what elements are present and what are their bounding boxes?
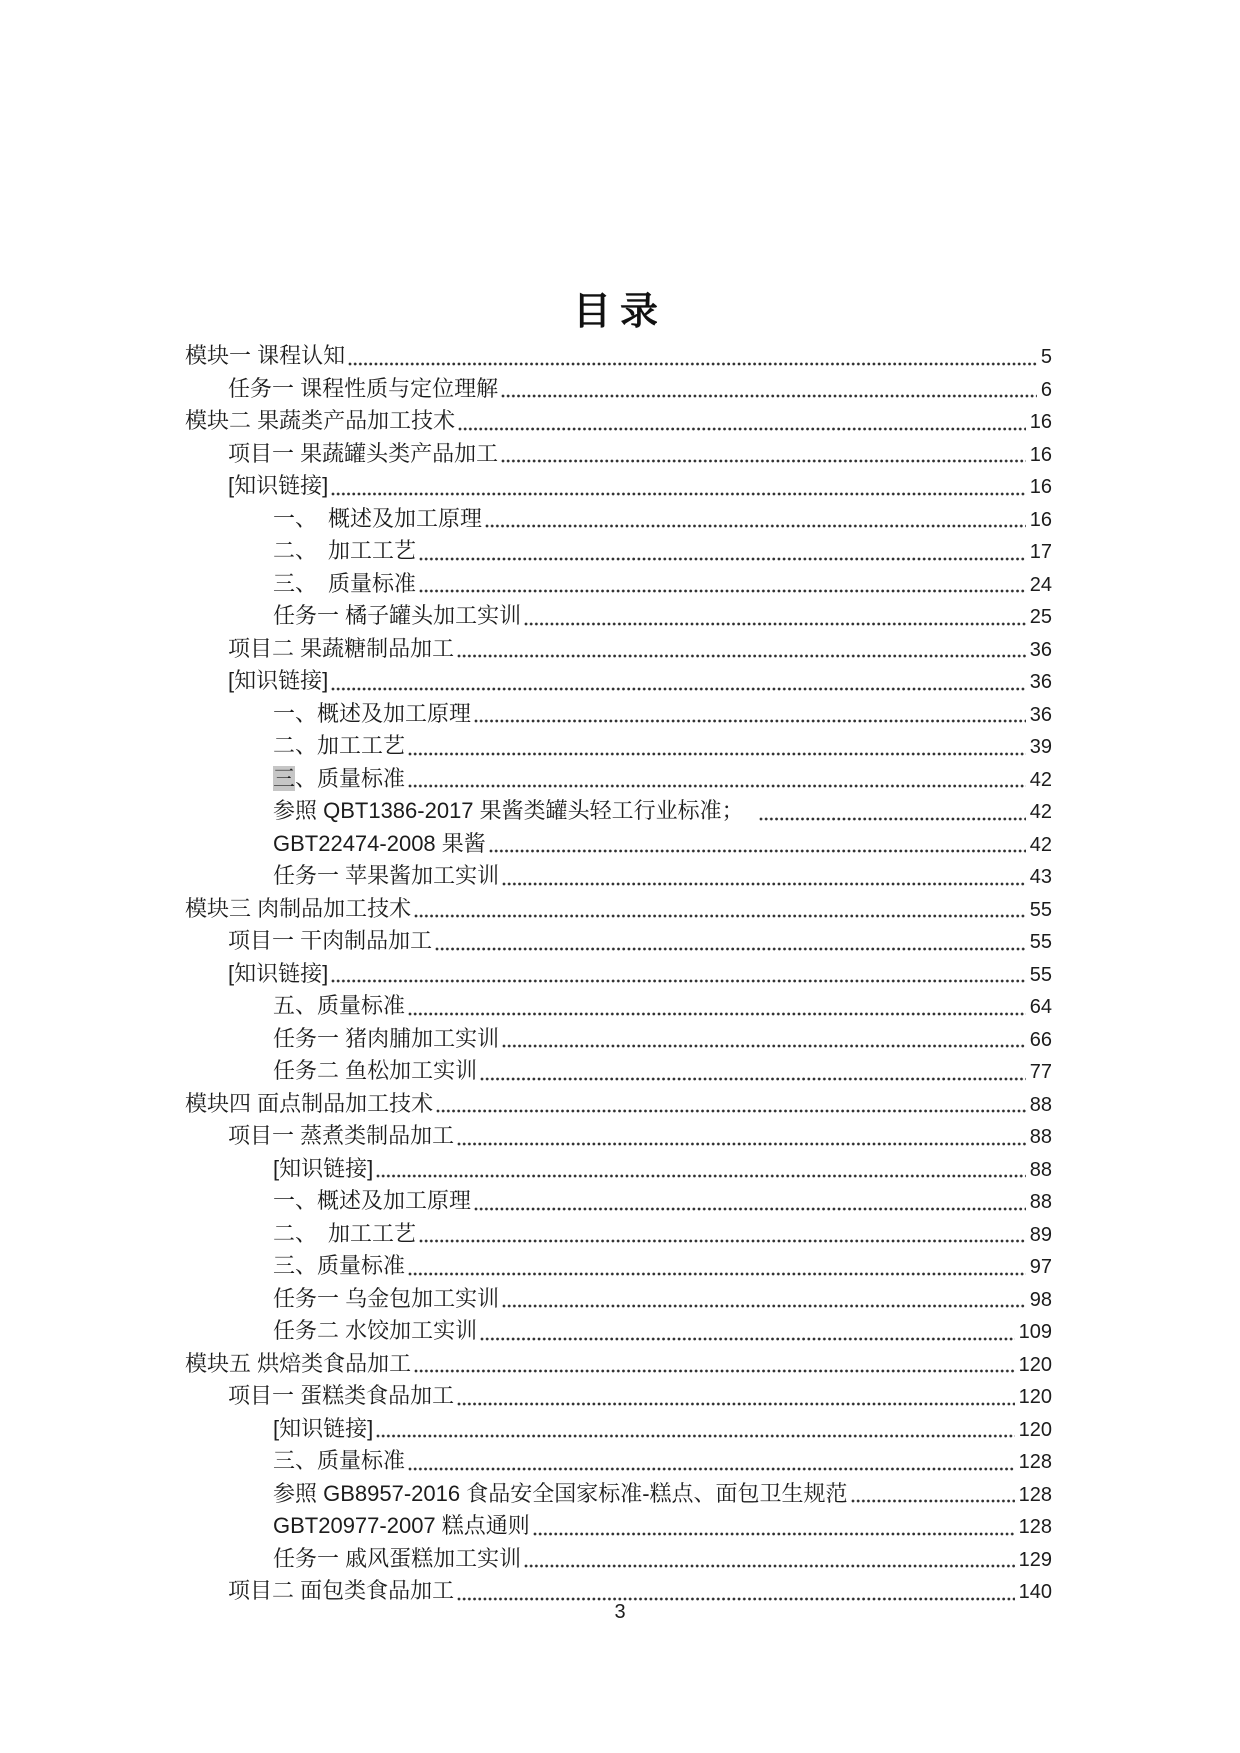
toc-page-number: 17 [1029, 541, 1052, 563]
toc-entry[interactable] [185, 795, 1052, 828]
toc-entry[interactable] [185, 633, 1052, 666]
dot-leader [408, 1272, 1026, 1276]
dot-leader [524, 622, 1026, 626]
toc-entry[interactable] [185, 1510, 1052, 1543]
toc-entry-label: [知识链接] [228, 668, 329, 693]
toc-page-number: 88 [1029, 1093, 1052, 1116]
toc-page-number: 140 [1018, 1581, 1052, 1603]
dot-leader [331, 687, 1026, 691]
dot-leader [408, 784, 1026, 788]
dot-leader [457, 1597, 1015, 1601]
toc-page-number: 24 [1029, 573, 1052, 596]
toc-entry[interactable] [185, 1413, 1052, 1446]
dot-leader [480, 1337, 1015, 1341]
dot-leader [501, 459, 1026, 463]
page-footer [0, 1601, 1240, 1624]
dot-leader [435, 947, 1026, 951]
toc-page-number: 55 [1029, 898, 1052, 921]
toc-entry-label: GBT20977-2007 糕点通则 [273, 1513, 530, 1538]
dot-leader [331, 492, 1026, 496]
toc-entry[interactable] [185, 1250, 1052, 1283]
table-of-contents [185, 340, 1052, 1608]
toc-page-number: 36 [1029, 671, 1052, 693]
toc-entry[interactable] [185, 990, 1052, 1023]
dot-leader [502, 1044, 1026, 1048]
toc-entry-label: 任务一 苹果酱加工实训 [273, 863, 500, 888]
toc-page-number: 120 [1018, 1418, 1052, 1441]
dot-leader [474, 719, 1026, 723]
toc-page-number: 128 [1018, 1483, 1052, 1506]
toc-page-number: 89 [1029, 1223, 1052, 1246]
toc-page-number: 16 [1029, 508, 1052, 531]
toc-page-number: 120 [1018, 1353, 1052, 1376]
toc-entry-label: 一、概述及加工原理 [273, 700, 472, 726]
toc-entry-label: 任务一 猪肉脯加工实训 [273, 1025, 500, 1051]
dot-leader [414, 1369, 1015, 1373]
highlighted-text: 三 [273, 765, 296, 791]
dot-leader [408, 1012, 1026, 1016]
toc-page-number: 16 [1029, 411, 1052, 433]
toc-entry[interactable] [185, 503, 1052, 536]
dot-leader [419, 1239, 1026, 1243]
dot-leader [533, 1532, 1015, 1536]
toc-entry[interactable] [185, 405, 1052, 438]
toc-entry[interactable] [185, 958, 1052, 991]
dot-leader [501, 394, 1037, 398]
toc-entry[interactable] [185, 1153, 1052, 1186]
toc-page-number: 39 [1029, 736, 1052, 758]
toc-page-number: 42 [1029, 833, 1052, 856]
toc-entry[interactable] [185, 1380, 1052, 1413]
toc-entry-label: 参照 QBT1386-2017 果酱类罐头轻工行业标准； [273, 798, 756, 823]
dot-leader [457, 1142, 1026, 1146]
toc-page-number: 109 [1018, 1321, 1052, 1343]
toc-entry[interactable] [185, 1055, 1052, 1088]
dot-leader [485, 524, 1026, 528]
toc-entry-label: 二、加工工艺 [273, 733, 406, 758]
dot-leader [457, 1402, 1015, 1406]
toc-entry-label: 五、质量标准 [273, 993, 406, 1018]
toc-page-number: 66 [1029, 1028, 1052, 1051]
toc-entry[interactable] [185, 1543, 1052, 1576]
toc-entry[interactable] [185, 828, 1052, 861]
toc-entry-label: 项目一 干肉制品加工 [228, 928, 433, 953]
dot-leader [502, 882, 1026, 886]
toc-entry[interactable] [185, 763, 1052, 796]
dot-leader [376, 1174, 1026, 1178]
toc-entry-label: 项目二 面包类食品加工 [228, 1578, 455, 1603]
dot-leader [502, 1304, 1026, 1308]
toc-entry-label: 参照 GB8957-2016 食品安全国家标准-糕点、面包卫生规范 [273, 1480, 848, 1506]
toc-entry-label: 一、概述及加工原理 [273, 1188, 472, 1213]
toc-entry-label: 一、 概述及加工原理 [273, 505, 483, 531]
dot-leader [436, 1109, 1026, 1113]
toc-entry[interactable] [185, 925, 1052, 958]
toc-entry-label: 项目一 蒸煮类制品加工 [228, 1123, 455, 1148]
toc-entry[interactable] [185, 1088, 1052, 1121]
toc-entry[interactable] [185, 893, 1052, 926]
toc-entry-label: 项目一 果蔬罐头类产品加工 [228, 440, 499, 466]
toc-entry-label: 项目一 蛋糕类食品加工 [228, 1383, 455, 1408]
toc-entry-label: 任务一 橘子罐头加工实训 [273, 603, 522, 628]
toc-entry-label: 三、 质量标准 [273, 570, 417, 596]
toc-page-number: 129 [1018, 1548, 1052, 1571]
toc-entry[interactable] [185, 568, 1052, 601]
dot-leader [480, 1077, 1026, 1081]
toc-page-number: 55 [1029, 931, 1052, 953]
dot-leader [759, 817, 1026, 821]
dot-leader [376, 1434, 1014, 1438]
toc-entry[interactable] [185, 730, 1052, 763]
toc-page-number: 128 [1018, 1451, 1052, 1473]
dot-leader [419, 557, 1026, 561]
dot-leader [419, 589, 1026, 593]
toc-entry-label: [知识链接] [228, 473, 329, 498]
toc-page-number: 88 [1029, 1126, 1052, 1148]
page-title: 目录 [572, 291, 667, 333]
dot-leader [408, 1467, 1015, 1471]
toc-page-number: 5 [1040, 346, 1052, 368]
dot-leader [348, 362, 1037, 366]
toc-page-number: 42 [1029, 801, 1052, 823]
toc-entry-label: 任务二 水饺加工实训 [273, 1318, 478, 1343]
dot-leader [474, 1207, 1026, 1211]
toc-entry[interactable] [185, 600, 1052, 633]
toc-page-number: 43 [1029, 866, 1052, 888]
toc-entry-label: 任务一 戚风蛋糕加工实训 [273, 1545, 522, 1571]
toc-entry[interactable] [185, 1023, 1052, 1056]
toc-entry-label: GBT22474-2008 果酱 [273, 830, 486, 856]
toc-entry[interactable] [185, 470, 1052, 503]
toc-page-number: 6 [1040, 378, 1052, 401]
toc-page-number: 42 [1029, 768, 1052, 791]
toc-entry[interactable] [185, 535, 1052, 568]
toc-entry[interactable] [185, 1218, 1052, 1251]
toc-entry-label: [知识链接] [273, 1155, 374, 1181]
toc-entry-label: 模块一 课程认知 [185, 343, 346, 368]
footer-page-number: 3 [614, 1601, 626, 1623]
toc-page-number: 98 [1029, 1288, 1052, 1311]
toc-page-number: 36 [1029, 703, 1052, 726]
toc-entry-label: 三、质量标准 [273, 765, 406, 791]
toc-page-number: 25 [1029, 606, 1052, 628]
toc-entry-label: 任务一 乌金包加工实训 [273, 1285, 500, 1311]
toc-page-number: 77 [1029, 1061, 1052, 1083]
toc-entry[interactable] [185, 1445, 1052, 1478]
toc-entry[interactable] [185, 373, 1052, 406]
toc-entry-label: 模块三 肉制品加工技术 [185, 895, 412, 921]
toc-entry-label: 任务二 鱼松加工实训 [273, 1058, 478, 1083]
toc-entry[interactable] [185, 340, 1052, 373]
dot-leader [458, 427, 1026, 431]
toc-page-number: 36 [1029, 638, 1052, 661]
toc-page-number: 88 [1029, 1191, 1052, 1213]
dot-leader [457, 654, 1026, 658]
toc-page-number: 16 [1029, 443, 1052, 466]
toc-entry[interactable] [185, 1185, 1052, 1218]
toc-entry-label: 二、 加工工艺 [273, 538, 417, 563]
toc-page-number: 55 [1029, 963, 1052, 986]
toc-entry[interactable] [185, 1315, 1052, 1348]
toc-entry[interactable] [185, 1283, 1052, 1316]
toc-entry[interactable] [185, 1120, 1052, 1153]
toc-entry-label: 任务一 课程性质与定位理解 [228, 375, 499, 401]
toc-entry-label: 项目二 果蔬糖制品加工 [228, 635, 455, 661]
toc-page-number: 16 [1029, 476, 1052, 498]
toc-page-number: 120 [1018, 1386, 1052, 1408]
dot-leader [524, 1564, 1015, 1568]
toc-entry[interactable] [185, 1348, 1052, 1381]
toc-entry[interactable] [185, 860, 1052, 893]
toc-entry[interactable] [185, 438, 1052, 471]
toc-entry-label: 模块二 果蔬类产品加工技术 [185, 408, 456, 433]
toc-entry[interactable] [185, 698, 1052, 731]
toc-entry[interactable] [185, 665, 1052, 698]
toc-page-number: 128 [1018, 1516, 1052, 1538]
dot-leader [414, 914, 1026, 918]
toc-page-number: 88 [1029, 1158, 1052, 1181]
dot-leader [489, 849, 1026, 853]
dot-leader [851, 1499, 1015, 1503]
toc-page-number: 64 [1029, 996, 1052, 1018]
toc-entry-label: [知识链接] [273, 1415, 374, 1441]
toc-entry-label: 模块五 烘焙类食品加工 [185, 1350, 412, 1376]
dot-leader [331, 979, 1026, 983]
toc-entry-label: 二、 加工工艺 [273, 1220, 417, 1246]
toc-page-number: 97 [1029, 1256, 1052, 1278]
dot-leader [408, 752, 1026, 756]
toc-entry-label: 模块四 面点制品加工技术 [185, 1090, 434, 1116]
toc-entry[interactable] [185, 1478, 1052, 1511]
toc-entry-label: 三、质量标准 [273, 1448, 406, 1473]
toc-entry-label: 三、质量标准 [273, 1253, 406, 1278]
toc-entry-label: [知识链接] [228, 960, 329, 986]
